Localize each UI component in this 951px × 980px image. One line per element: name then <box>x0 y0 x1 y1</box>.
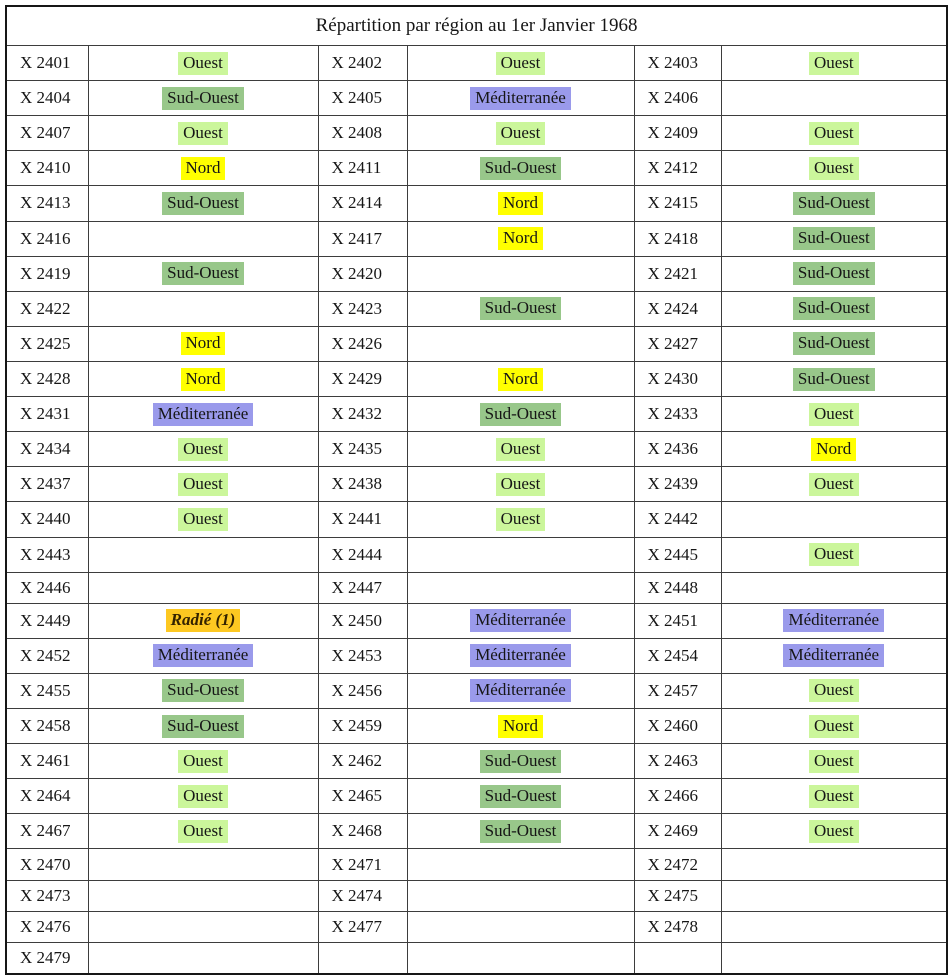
region-highlight: Nord <box>181 332 226 355</box>
region-highlight: Nord <box>498 715 543 738</box>
code-cell: X 2426 <box>318 326 407 361</box>
table-row <box>6 116 947 151</box>
code-cell: X 2403 <box>634 46 721 81</box>
table-row <box>6 326 947 361</box>
table-row <box>6 502 947 537</box>
region-cell <box>721 397 947 432</box>
code-cell: X 2475 <box>634 880 721 911</box>
region-cell <box>88 116 318 151</box>
table-row <box>6 709 947 744</box>
region-highlight: Sud-Ouest <box>480 297 562 320</box>
code-cell: X 2450 <box>318 603 407 638</box>
table-row <box>6 942 947 974</box>
code-cell: X 2455 <box>6 673 88 708</box>
region-cell <box>88 502 318 537</box>
region-cell <box>721 709 947 744</box>
code-cell: X 2476 <box>6 911 88 942</box>
code-cell: X 2449 <box>6 603 88 638</box>
code-cell: X 2423 <box>318 291 407 326</box>
region-highlight: Nord <box>181 157 226 180</box>
region-highlight: Méditerranée <box>470 609 571 632</box>
code-cell: X 2419 <box>6 256 88 291</box>
table-row <box>6 603 947 638</box>
code-cell: X 2401 <box>6 46 88 81</box>
region-cell <box>721 116 947 151</box>
code-cell: X 2477 <box>318 911 407 942</box>
code-cell: X 2463 <box>634 744 721 779</box>
code-cell: X 2459 <box>318 709 407 744</box>
code-cell: X 2441 <box>318 502 407 537</box>
region-cell <box>407 572 634 603</box>
region-cell <box>407 116 634 151</box>
region-cell <box>407 361 634 396</box>
table-row <box>6 46 947 81</box>
code-cell: X 2429 <box>318 361 407 396</box>
region-cell <box>88 673 318 708</box>
table-row <box>6 151 947 186</box>
code-cell: X 2416 <box>6 221 88 256</box>
code-cell: X 2467 <box>6 814 88 849</box>
region-cell <box>407 81 634 116</box>
code-cell: X 2470 <box>6 849 88 880</box>
region-cell <box>407 151 634 186</box>
region-distribution-table <box>5 5 948 975</box>
region-highlight: Ouest <box>178 820 228 843</box>
region-cell <box>721 572 947 603</box>
code-cell: X 2451 <box>634 603 721 638</box>
region-cell <box>88 911 318 942</box>
code-cell: X 2420 <box>318 256 407 291</box>
table-row <box>6 432 947 467</box>
code-cell: X 2415 <box>634 186 721 221</box>
region-cell <box>407 186 634 221</box>
region-cell <box>721 638 947 673</box>
code-cell: X 2435 <box>318 432 407 467</box>
region-highlight: Sud-Ouest <box>162 87 244 110</box>
region-highlight: Nord <box>181 368 226 391</box>
code-cell <box>634 942 721 974</box>
region-highlight: Ouest <box>496 52 546 75</box>
code-cell: X 2466 <box>634 779 721 814</box>
region-cell <box>407 291 634 326</box>
region-cell <box>721 467 947 502</box>
region-cell <box>88 638 318 673</box>
region-cell <box>721 361 947 396</box>
code-cell: X 2440 <box>6 502 88 537</box>
code-cell: X 2479 <box>6 942 88 974</box>
region-cell <box>407 673 634 708</box>
code-cell: X 2439 <box>634 467 721 502</box>
code-cell: X 2452 <box>6 638 88 673</box>
region-cell <box>88 880 318 911</box>
region-highlight: Sud-Ouest <box>480 403 562 426</box>
region-highlight: Nord <box>498 368 543 391</box>
table-row <box>6 81 947 116</box>
region-cell <box>721 814 947 849</box>
region-cell <box>721 849 947 880</box>
table-row <box>6 911 947 942</box>
table-row <box>6 638 947 673</box>
region-cell <box>721 186 947 221</box>
code-cell: X 2408 <box>318 116 407 151</box>
region-cell <box>407 849 634 880</box>
code-cell: X 2448 <box>634 572 721 603</box>
region-cell <box>407 814 634 849</box>
code-cell: X 2425 <box>6 326 88 361</box>
region-cell <box>88 467 318 502</box>
table-row <box>6 744 947 779</box>
region-cell <box>88 709 318 744</box>
code-cell: X 2411 <box>318 151 407 186</box>
region-cell <box>88 81 318 116</box>
region-highlight: Ouest <box>178 473 228 496</box>
code-cell: X 2472 <box>634 849 721 880</box>
region-highlight: Nord <box>498 227 543 250</box>
region-cell <box>407 397 634 432</box>
region-cell <box>407 942 634 974</box>
region-highlight: Méditerranée <box>470 679 571 702</box>
region-highlight: Ouest <box>809 157 859 180</box>
code-cell: X 2456 <box>318 673 407 708</box>
region-cell <box>721 744 947 779</box>
region-highlight: Sud-Ouest <box>793 192 875 215</box>
region-cell <box>721 779 947 814</box>
region-highlight: Ouest <box>178 785 228 808</box>
region-cell <box>88 572 318 603</box>
region-highlight: Sud-Ouest <box>162 262 244 285</box>
region-highlight: Ouest <box>809 543 859 566</box>
region-highlight: Sud-Ouest <box>162 679 244 702</box>
code-cell: X 2458 <box>6 709 88 744</box>
code-cell: X 2460 <box>634 709 721 744</box>
code-cell: X 2412 <box>634 151 721 186</box>
region-cell <box>407 502 634 537</box>
region-highlight: Sud-Ouest <box>793 297 875 320</box>
region-highlight: Nord <box>811 438 856 461</box>
code-cell: X 2428 <box>6 361 88 396</box>
region-highlight: Méditerranée <box>470 87 571 110</box>
region-highlight: Ouest <box>496 122 546 145</box>
region-highlight: Sud-Ouest <box>793 368 875 391</box>
code-cell <box>318 942 407 974</box>
region-highlight: Nord <box>498 192 543 215</box>
region-highlight: Ouest <box>809 785 859 808</box>
region-cell <box>407 537 634 572</box>
code-cell: X 2402 <box>318 46 407 81</box>
region-cell <box>88 942 318 974</box>
code-cell: X 2443 <box>6 537 88 572</box>
code-cell: X 2422 <box>6 291 88 326</box>
region-highlight: Sud-Ouest <box>793 262 875 285</box>
region-cell <box>407 467 634 502</box>
region-highlight: Sud-Ouest <box>793 227 875 250</box>
code-cell: X 2454 <box>634 638 721 673</box>
code-cell: X 2438 <box>318 467 407 502</box>
region-cell <box>721 291 947 326</box>
code-cell: X 2447 <box>318 572 407 603</box>
code-cell: X 2432 <box>318 397 407 432</box>
region-highlight: Sud-Ouest <box>480 157 562 180</box>
region-cell <box>407 911 634 942</box>
region-cell <box>721 81 947 116</box>
table-title: Répartition par région au 1er Janvier 1968 <box>6 6 947 46</box>
region-cell <box>88 221 318 256</box>
code-cell: X 2418 <box>634 221 721 256</box>
region-highlight: Méditerranée <box>783 644 884 667</box>
code-cell: X 2407 <box>6 116 88 151</box>
region-highlight: Sud-Ouest <box>793 332 875 355</box>
table-row <box>6 186 947 221</box>
code-cell: X 2434 <box>6 432 88 467</box>
region-highlight: Ouest <box>178 52 228 75</box>
table-row <box>6 537 947 572</box>
code-cell: X 2436 <box>634 432 721 467</box>
region-highlight: Ouest <box>809 52 859 75</box>
region-highlight: Ouest <box>809 715 859 738</box>
region-highlight: Sud-Ouest <box>162 715 244 738</box>
region-highlight: Ouest <box>809 750 859 773</box>
table-row <box>6 221 947 256</box>
region-cell <box>88 537 318 572</box>
code-cell: X 2469 <box>634 814 721 849</box>
region-cell <box>88 744 318 779</box>
region-cell <box>88 186 318 221</box>
code-cell: X 2474 <box>318 880 407 911</box>
code-cell: X 2424 <box>634 291 721 326</box>
code-cell: X 2404 <box>6 81 88 116</box>
code-cell: X 2478 <box>634 911 721 942</box>
region-cell <box>407 46 634 81</box>
region-cell <box>721 942 947 974</box>
code-cell: X 2431 <box>6 397 88 432</box>
region-cell <box>88 603 318 638</box>
code-cell: X 2442 <box>634 502 721 537</box>
code-cell: X 2464 <box>6 779 88 814</box>
code-cell: X 2437 <box>6 467 88 502</box>
table-row <box>6 572 947 603</box>
region-cell <box>407 779 634 814</box>
code-cell: X 2427 <box>634 326 721 361</box>
code-cell: X 2410 <box>6 151 88 186</box>
code-cell: X 2413 <box>6 186 88 221</box>
code-cell: X 2430 <box>634 361 721 396</box>
region-highlight: Sud-Ouest <box>480 785 562 808</box>
code-cell: X 2417 <box>318 221 407 256</box>
code-cell: X 2457 <box>634 673 721 708</box>
region-cell <box>88 326 318 361</box>
region-highlight: Ouest <box>178 122 228 145</box>
region-cell <box>721 221 947 256</box>
region-cell <box>721 432 947 467</box>
region-highlight: Radié (1) <box>166 609 241 632</box>
region-cell <box>721 880 947 911</box>
code-cell: X 2421 <box>634 256 721 291</box>
region-highlight: Ouest <box>496 438 546 461</box>
region-cell <box>407 744 634 779</box>
region-cell <box>721 537 947 572</box>
region-cell <box>88 814 318 849</box>
region-highlight: Méditerranée <box>470 644 571 667</box>
code-cell: X 2453 <box>318 638 407 673</box>
region-cell <box>407 432 634 467</box>
region-highlight: Sud-Ouest <box>480 820 562 843</box>
region-cell <box>88 779 318 814</box>
code-cell: X 2405 <box>318 81 407 116</box>
title-row <box>6 6 947 46</box>
table-row <box>6 814 947 849</box>
region-highlight: Sud-Ouest <box>162 192 244 215</box>
region-cell <box>88 256 318 291</box>
code-cell: X 2445 <box>634 537 721 572</box>
code-cell: X 2409 <box>634 116 721 151</box>
code-cell: X 2444 <box>318 537 407 572</box>
region-highlight: Ouest <box>178 438 228 461</box>
region-cell <box>407 603 634 638</box>
region-highlight: Méditerranée <box>783 609 884 632</box>
table-row <box>6 397 947 432</box>
region-highlight: Ouest <box>809 820 859 843</box>
table-row <box>6 779 947 814</box>
region-cell <box>88 291 318 326</box>
region-cell <box>88 849 318 880</box>
region-highlight: Ouest <box>496 508 546 531</box>
region-highlight: Ouest <box>809 403 859 426</box>
region-cell <box>407 880 634 911</box>
region-cell <box>721 911 947 942</box>
region-highlight: Ouest <box>809 122 859 145</box>
region-cell <box>721 673 947 708</box>
code-cell: X 2433 <box>634 397 721 432</box>
table-row <box>6 361 947 396</box>
region-cell <box>88 361 318 396</box>
region-cell <box>721 502 947 537</box>
region-cell <box>721 326 947 361</box>
region-cell <box>407 221 634 256</box>
region-highlight: Ouest <box>178 750 228 773</box>
table-body <box>6 46 947 975</box>
region-cell <box>721 46 947 81</box>
region-cell <box>88 397 318 432</box>
region-cell <box>721 603 947 638</box>
table-row <box>6 256 947 291</box>
region-cell <box>88 46 318 81</box>
code-cell: X 2461 <box>6 744 88 779</box>
code-cell: X 2406 <box>634 81 721 116</box>
region-highlight: Méditerranée <box>153 644 254 667</box>
table-row <box>6 880 947 911</box>
region-cell <box>721 151 947 186</box>
table-row <box>6 673 947 708</box>
code-cell: X 2473 <box>6 880 88 911</box>
region-highlight: Ouest <box>178 508 228 531</box>
code-cell: X 2465 <box>318 779 407 814</box>
region-cell <box>407 326 634 361</box>
region-highlight: Ouest <box>809 679 859 702</box>
table-row <box>6 467 947 502</box>
code-cell: X 2462 <box>318 744 407 779</box>
region-highlight: Méditerranée <box>153 403 254 426</box>
region-cell <box>721 256 947 291</box>
region-highlight: Sud-Ouest <box>480 750 562 773</box>
region-cell <box>407 256 634 291</box>
region-cell <box>88 432 318 467</box>
code-cell: X 2468 <box>318 814 407 849</box>
region-cell <box>88 151 318 186</box>
region-cell <box>407 638 634 673</box>
region-highlight: Ouest <box>496 473 546 496</box>
table-row <box>6 849 947 880</box>
code-cell: X 2446 <box>6 572 88 603</box>
table-row <box>6 291 947 326</box>
code-cell: X 2471 <box>318 849 407 880</box>
region-highlight: Ouest <box>809 473 859 496</box>
code-cell: X 2414 <box>318 186 407 221</box>
region-cell <box>407 709 634 744</box>
